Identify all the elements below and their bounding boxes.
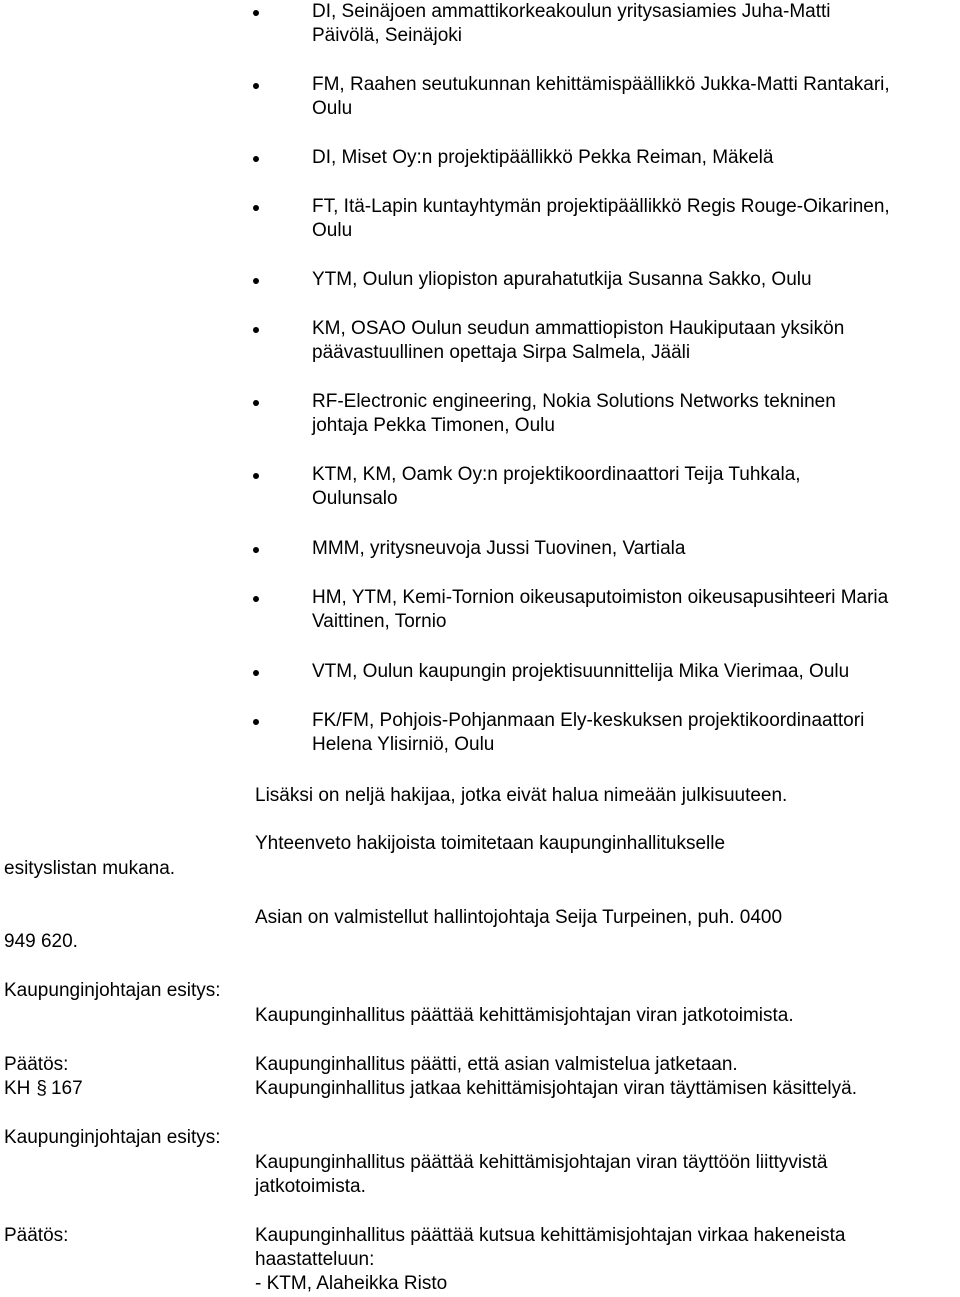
section-sign: § [36, 1078, 47, 1099]
preparer-phone-continuation: 949 620. [4, 931, 78, 952]
decision-label: Päätös: [4, 1225, 69, 1246]
list-item-text: DI, Miset Oy:n projektipäällikkö Pekka Reiman, Mäkelä [312, 147, 774, 168]
list-item-text: FK/FM, Pohjois-Pohjanmaan Ely-keskuksen projektikoordinaattori Helena Ylisirniö, Oulu [312, 710, 865, 755]
bullet-icon [253, 83, 259, 89]
bullet-icon [253, 719, 259, 725]
decision-text: Kaupunginhallitus päättää kutsua kehittämisjohtajan virkaa hakeneista haastatteluun: - KTM, Alaheikka Risto [255, 1225, 846, 1294]
bullet-icon [253, 327, 259, 333]
list-item-text: VTM, Oulun kaupungin projektisuunnittelija Mika Vierimaa, Oulu [312, 661, 850, 682]
kh-reference [4, 1077, 83, 1101]
kh-number: 167 [50, 1078, 83, 1099]
decision-text: Kaupunginhallitus päätti, että asian valmistelua jatketaan. Kaupunginhallitus jatkaa kehittämisjohtajan viran täyttämisen käsittelyä. [255, 1054, 857, 1099]
summary-note: Yhteenveto hakijoista toimitetaan kaupunginhallitukselle [255, 833, 726, 854]
list-item-text: DI, Seinäjoen ammattikorkeakoulun yritysasiamies Juha-Matti Päivölä, Seinäjoki [312, 1, 831, 46]
summary-note-continuation: esityslistan mukana. [4, 858, 176, 879]
mayor-proposal-text: Kaupunginhallitus päättää kehittämisjohtajan viran jatkotoimista. [255, 1005, 794, 1026]
mayor-proposal-label: Kaupunginjohtajan esitys: [4, 1127, 221, 1148]
list-item-text: FT, Itä-Lapin kuntayhtymän projektipäällikkö Regis Rouge-Oikarinen, Oulu [312, 196, 890, 241]
bullet-icon [253, 205, 259, 211]
mayor-proposal-label: Kaupunginjohtajan esitys: [4, 980, 221, 1001]
bullet-icon [253, 596, 259, 602]
list-item-text: HM, YTM, Kemi-Tornion oikeusaputoimiston oikeusapusihteeri Maria Vaittinen, Tornio [312, 587, 889, 632]
preparer-note: Asian on valmistellut hallintojohtaja Seija Turpeinen, puh. 0400 [255, 907, 783, 928]
kh-prefix: KH [4, 1078, 31, 1099]
bullet-icon [253, 278, 259, 284]
list-item-text: KTM, KM, Oamk Oy:n projektikoordinaattori Teija Tuhkala, Oulunsalo [312, 464, 801, 509]
bullet-icon [253, 473, 259, 479]
bullet-icon [253, 547, 259, 553]
list-item-text: YTM, Oulun yliopiston apurahatutkija Susanna Sakko, Oulu [312, 269, 812, 290]
anonymous-applicants-note: Lisäksi on neljä hakijaa, jotka eivät halua nimeään julkisuuteen. [255, 785, 788, 806]
bullet-icon [253, 670, 259, 676]
list-item-text: FM, Raahen seutukunnan kehittämispäällikkö Jukka-Matti Rantakari, Oulu [312, 74, 890, 119]
bullet-icon [253, 10, 259, 16]
bullet-icon [253, 400, 259, 406]
bullet-icon [253, 156, 259, 162]
list-item-text: MMM, yritysneuvoja Jussi Tuovinen, Vartiala [312, 538, 686, 559]
list-item-text: RF-Electronic engineering, Nokia Solutions Networks tekninen johtaja Pekka Timonen, Oulu [312, 391, 836, 436]
list-item-text: KM, OSAO Oulun seudun ammattiopiston Haukiputaan yksikön päävastuullinen opettaja Sirpa Salmela, Jääli [312, 318, 845, 363]
decision-label: Päätös: [4, 1054, 69, 1075]
mayor-proposal-text: Kaupunginhallitus päättää kehittämisjohtajan viran täyttöön liittyvistä jatkotoimista. [255, 1152, 828, 1197]
